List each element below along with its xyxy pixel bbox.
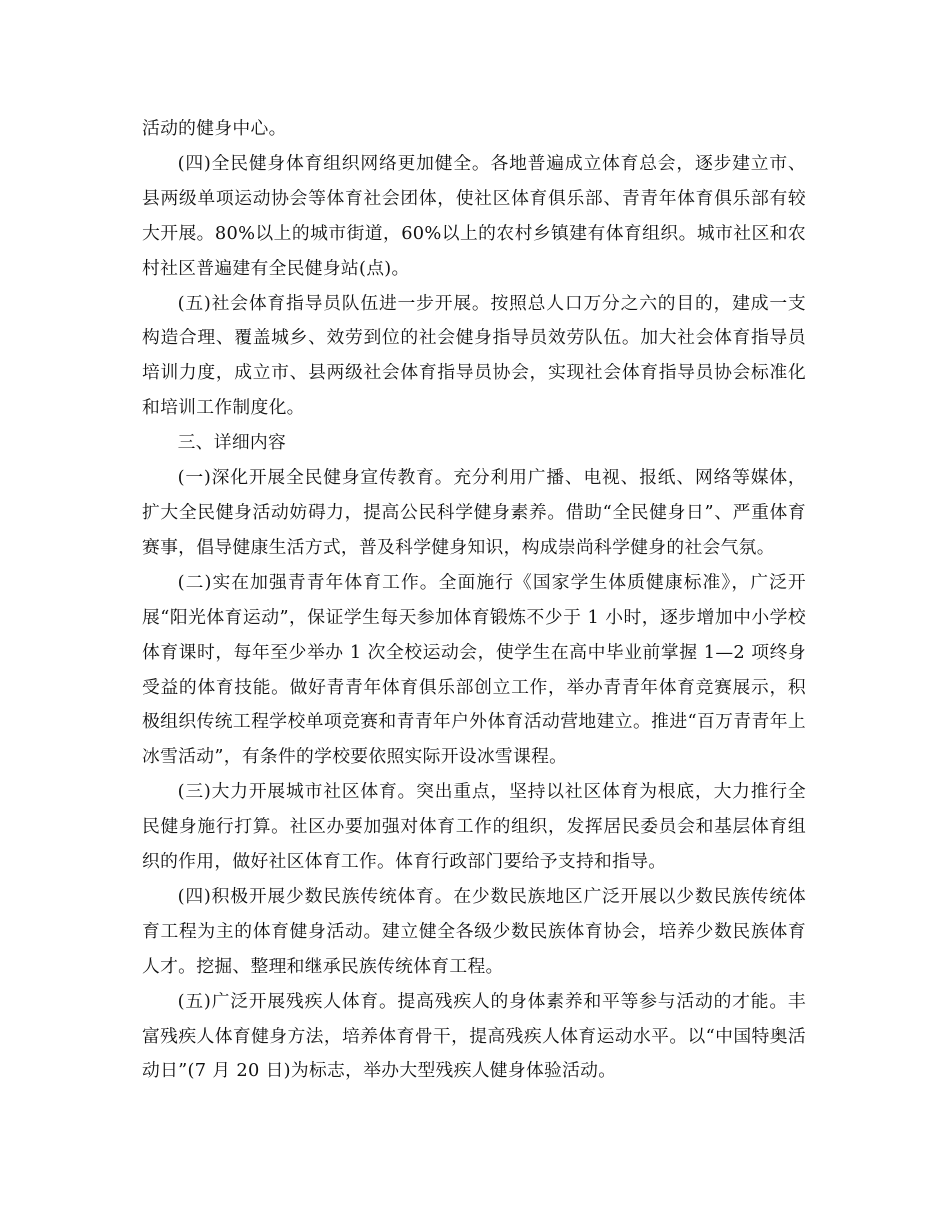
paragraph-publicity-education: (一)深化开展全民健身宣传教育。充分利用广播、电视、报纸、网络等媒体，扩大全民健身活动妨碍力，提高公民科学健身素养。借助“全民健身日”、严重体育赛事，倡导健康生活方式，普及科学健身知识，构成崇尚科学健身的社会气氛。 bbox=[142, 467, 806, 558]
paragraph-community-sports: (三)大力开展城市社区体育。突出重点，坚持以社区体育为根底，大力推行全民健身施行打算。社区办要加强对体育工作的组织，发挥居民委员会和基层体育组织的作用，做好社区体育工作。体育行政部门要给予支持和指导。 bbox=[142, 781, 806, 873]
paragraph-continuation: 活动的健身中心。 bbox=[142, 118, 287, 139]
paragraph-ethnic-sports: (四)积极开展少数民族传统体育。在少数民族地区广泛开展以少数民族传统体育工程为主的体育健身活动。建立健全各级少数民族体育协会，培养少数民族体育人才。挖掘、整理和继承民族传统体育工程。 bbox=[142, 885, 806, 977]
paragraph-organization-network: (四)全民健身体育组织网络更加健全。各地普遍成立体育总会，逐步建立市、县两级单项运动协会等体育社会团体，使社区体育俱乐部、青青年体育俱乐部有较大开展。80%以上的城市街道，60%以上的农村乡镇建有体育组织。城市社区和农村社区普遍建有全民健身站(点)。 bbox=[142, 152, 806, 279]
document-body bbox=[142, 112, 806, 1089]
paragraph-youth-sports: (二)实在加强青青年体育工作。全面施行《国家学生体质健康标准》，广泛开展“阳光体育运动”，保证学生每天参加体育锻炼不少于 1 小时，逐步增加中小学校体育课时，每年至少举办 1 次全校运动会，使学生在高中毕业前掌握 1—2 项终身受益的体育技能。做好青青年体育俱乐部创立工作，举办青青年体育竞赛展示，积极组织传统工程学校单项竞赛和青青年户外体育活动营地建立。推进“百万青青年上冰雪活动”，有条件的学校要依照实际开设冰雪课程。 bbox=[142, 571, 806, 768]
paragraph-instructor-team: (五)社会体育指导员队伍进一步开展。按照总人口万分之六的目的，建成一支构造合理、覆盖城乡、效劳到位的社会健身指导员效劳队伍。加大社会体育指导员培训力度，成立市、县两级社会体育指导员协会，实现社会体育指导员协会标准化和培训工作制度化。 bbox=[142, 292, 806, 419]
paragraph-disabled-sports: (五)广泛开展残疾人体育。提高残疾人的身体素养和平等参与活动的才能。丰富残疾人体育健身方法，培养体育骨干，提高残疾人体育运动水平。以“中国特奥活动日”(7 月 20 日)为标志，举办大型残疾人健身体验活动。 bbox=[142, 990, 806, 1082]
section-heading-details: 三、详细内容 bbox=[177, 432, 287, 454]
